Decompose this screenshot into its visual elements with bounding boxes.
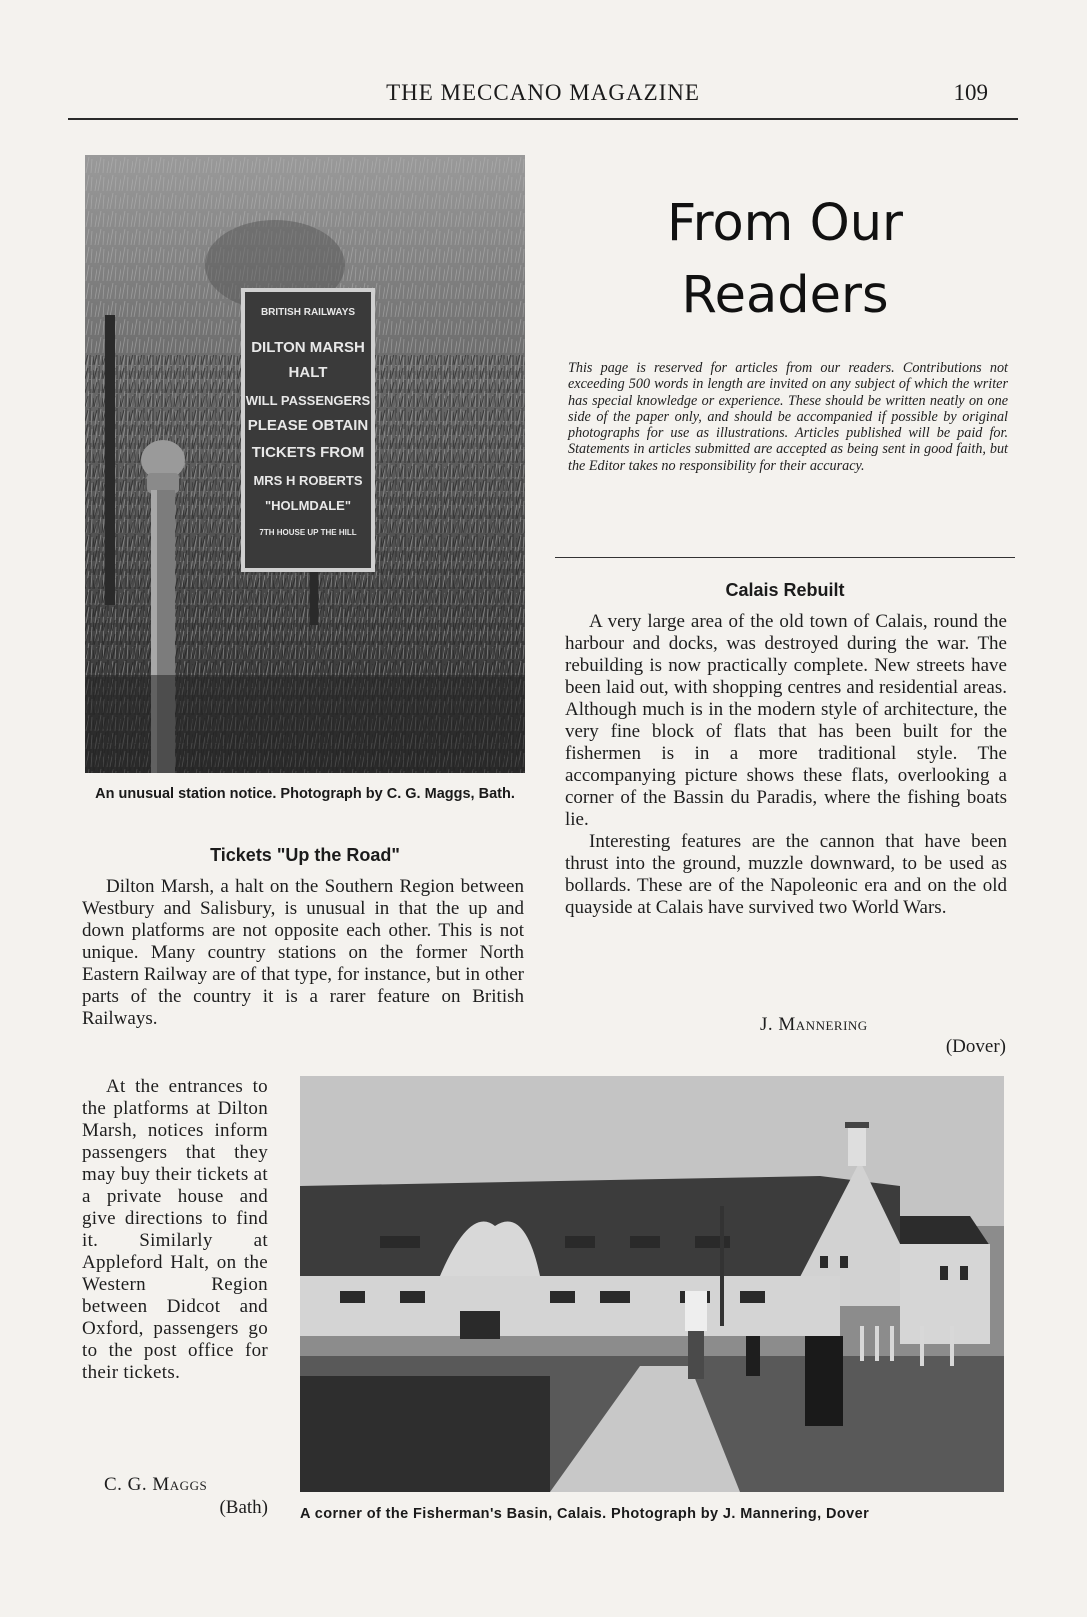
calais-body — [565, 611, 1007, 919]
feature-title-line-1: From Our — [667, 194, 903, 253]
sign-line-3: HALT — [288, 364, 328, 381]
tickets-heading: Tickets "Up the Road" — [210, 845, 400, 865]
calais-heading: Calais Rebuilt — [725, 580, 845, 600]
sign-line-2: DILTON MARSH — [251, 339, 365, 356]
section-divider — [555, 557, 1015, 558]
page-number: 109 — [953, 80, 988, 105]
sign-line-7: MRS H ROBERTS — [253, 473, 363, 488]
sign-line-1: BRITISH RAILWAYS — [260, 307, 356, 318]
station-notice-photo — [85, 155, 525, 773]
sign-line-8: "HOLMDALE" — [265, 498, 351, 513]
calais-location: (Dover) — [945, 1036, 1006, 1057]
calais-paragraph-2: Interesting features are the cannon that have been thrust into the ground, muzzle downward, to be used as bollards. These are of the Napoleonic era and on the old quayside at Calais have survived two World Wars. — [565, 831, 1007, 918]
tickets-location: (Bath) — [219, 1497, 268, 1518]
tickets-paragraph-2-text: At the entrances to the platforms at Dilton Marsh, notices inform passengers that they may buy their tickets at a private house and give directions to find it. Similarly at Appleford Halt, on the Western Region between Didcot and Oxford, passengers go to the post office for their tickets. — [82, 1076, 268, 1383]
tickets-paragraph-1 — [82, 876, 524, 1030]
calais-basin-photo — [300, 1076, 1004, 1492]
feature-title — [560, 188, 1010, 332]
calais-author: J. Mannering — [760, 1014, 868, 1035]
running-header — [68, 80, 1018, 120]
feature-title-line-2: Readers — [681, 266, 889, 325]
sign-line-9: 7TH HOUSE UP THE HILL — [259, 528, 357, 537]
sign-line-6: TICKETS FROM — [251, 444, 365, 461]
tickets-paragraph-1-text: Dilton Marsh, a halt on the Southern Region between Westbury and Salisbury, is unusual in that the up and down platforms are not opposite each other. This is not unique. Many country stations on the former North Eastern Railway are of that type, for instance, but in other parts of the country it is a rarer feature on British Railways. — [82, 876, 524, 1029]
calais-photo-caption: A corner of the Fisherman's Basin, Calais. Photograph by J. Mannering, Dover — [300, 1506, 870, 1522]
station-photo-caption: An unusual station notice. Photograph by C. G. Maggs, Bath. — [95, 786, 515, 802]
sign-line-5: PLEASE OBTAIN — [247, 417, 369, 434]
feature-intro: This page is reserved for articles from our readers. Contributions not exceeding 500 words in length are invited on any subject of which the writer has special knowledge or experience. These should be written neatly on one side of the paper only, and should be accompanied if possible by original photographs for use as illustrations. Articles published will be paid for. Statements in articles submitted are accepted as being sent in good faith, but the Editor takes no responsibility for their accuracy. — [568, 360, 1008, 474]
tickets-author: C. G. Maggs — [104, 1474, 208, 1495]
calais-paragraph-1: A very large area of the old town of Calais, round the harbour and docks, was destroyed during the war. The rebuilding is now practically complete. New streets have been laid out, with shopping centres and residential areas. Although much is in the modern style of architecture, the very fine block of flats that has been built for the fishermen is in a more traditional style. The accompanying picture shows these flats, overlooking a corner of the Bassin du Paradis, where the fishing boats lie. — [565, 611, 1007, 830]
sign-line-4: WILL PASSENGERS — [245, 393, 371, 408]
magazine-title: THE MECCANO MAGAZINE — [386, 80, 700, 105]
tickets-paragraph-2 — [82, 1076, 268, 1384]
